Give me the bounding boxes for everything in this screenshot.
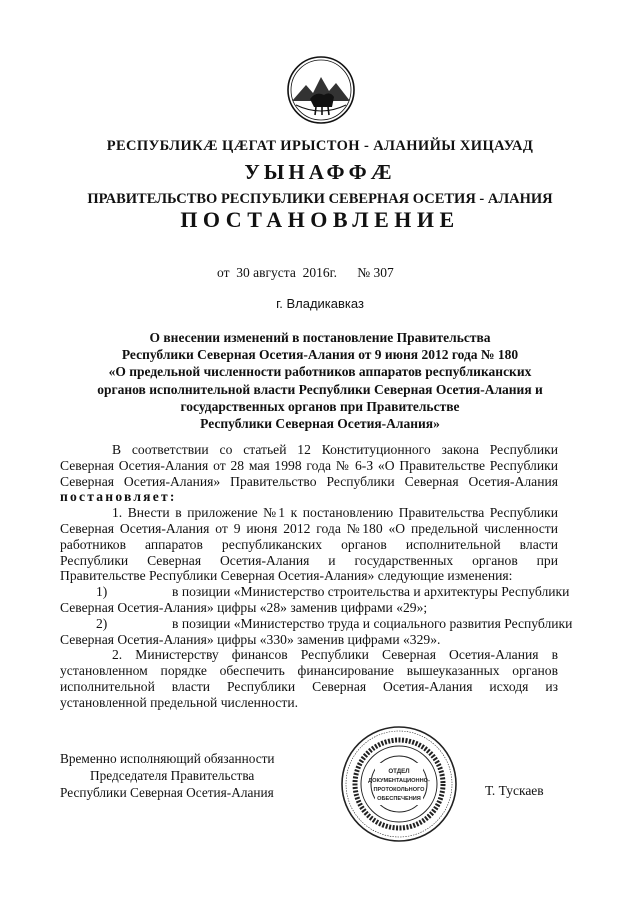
title-line: органов исполнительной власти Республики Северная Осетия-Алания и	[97, 381, 543, 397]
stamp-line: ОТДЕЛ	[388, 768, 410, 775]
subitem-line	[60, 615, 573, 632]
signer-position-line: Временно исполняющий обязанности	[60, 751, 275, 766]
signer-name: Т. Тускаев	[485, 783, 544, 798]
body-line: Северная Осетия-Алания от 28 мая 1998 года № 6-З «О Правительстве Республики	[60, 457, 558, 473]
body-line: исполнительной власти Республики Северная Осетия-Алания исходя из	[60, 678, 558, 694]
body-line: установленном порядке обеспечить финансирование вышеуказанных органов	[60, 663, 558, 679]
subitem-number: 1)	[96, 584, 108, 600]
body-line: 2. Министерству финансов Республики Северная Осетия-Алания в	[112, 647, 558, 663]
stamp-line: ПРОТОКОЛЬНОГО	[373, 787, 425, 793]
decree-date: 30 августа	[236, 265, 296, 280]
document-body	[60, 442, 573, 711]
title-line: Республики Северная Осетия-Алания от 9 июня 2012 года № 180	[121, 347, 519, 363]
body-line: Северная Осетия-Алания» цифры «28» заменив цифрами «29»;	[60, 599, 428, 615]
resolves-word: постановляет:	[60, 489, 177, 505]
title-line: Республики Северная Осетия-Алания»	[200, 416, 440, 432]
title-line: «О предельной численности работников аппаратов республиканских	[108, 364, 532, 380]
city: г. Владикавказ	[276, 296, 364, 311]
body-line: Правительстве Республики Северная Осетия-Алания» следующие изменения:	[60, 568, 513, 584]
republic-ossetian-heading: РЕСПУБЛИКӔ ЦӔГАТ ИРЫСТОН - АЛАНИЙЫ ХИЦАУАД	[106, 138, 534, 154]
body-line: установленной предельной численности.	[60, 694, 299, 710]
resolves-line	[60, 489, 558, 505]
title-line: О внесении изменений в постановление Правительства	[149, 330, 491, 345]
official-seal-stamp	[340, 725, 458, 843]
body-line: 1. Внести в приложение №1 к постановлению Правительства Республики	[112, 505, 558, 521]
body-line: Северная Осетия-Алания» цифры «330» заменив цифрами «329».	[60, 631, 441, 647]
decree-year: 2016г.	[302, 265, 337, 280]
body-line: работников аппаратов республиканских органов исполнительной власти	[60, 536, 558, 552]
signature-block	[60, 750, 275, 801]
date-line	[217, 265, 394, 281]
government-russian-heading: ПРАВИТЕЛЬСТВО РЕСПУБЛИКИ СЕВЕРНАЯ ОСЕТИЯ - АЛАНИЯ	[87, 191, 553, 207]
subitem-text: в позиции «Министерство строительства и архитектуры Республики	[172, 584, 570, 600]
body-line: Республики Северная Осетия-Алания и государственных органов при	[60, 552, 558, 568]
subitem-line	[60, 584, 570, 600]
signer-position-line: Республики Северная Осетия-Алания	[60, 785, 274, 800]
body-line: Северная Осетия-Алания от 9 июня 2012 года №180 «О предельной численности	[60, 520, 558, 536]
subitem-number: 2)	[96, 615, 108, 631]
decree-ossetian-heading: УЫНАФФӔ	[244, 160, 396, 184]
decree-russian-heading: ПОСТАНОВЛЕНИЕ	[180, 207, 460, 232]
title-line: государственных органов при Правительстве	[180, 398, 460, 414]
date-prefix: от	[217, 265, 230, 280]
coat-of-arms-emblem	[286, 55, 356, 125]
subitem-text: в позиции «Министерство труда и социального развития Республики	[172, 615, 573, 631]
body-line: В соответствии со статьей 12 Конституционного закона Республики	[112, 442, 558, 457]
body-line: Северная Осетия-Алания» Правительство Республики Северная Осетия-Алания	[60, 473, 558, 489]
document-title	[80, 329, 560, 432]
stamp-line: ДОКУМЕНТАЦИОННО-	[368, 778, 430, 784]
signer-position-line: Председателя Правительства	[90, 768, 255, 783]
decree-number: № 307	[357, 265, 394, 280]
stamp-line: ОБЕСПЕЧЕНИЯ	[377, 796, 421, 802]
